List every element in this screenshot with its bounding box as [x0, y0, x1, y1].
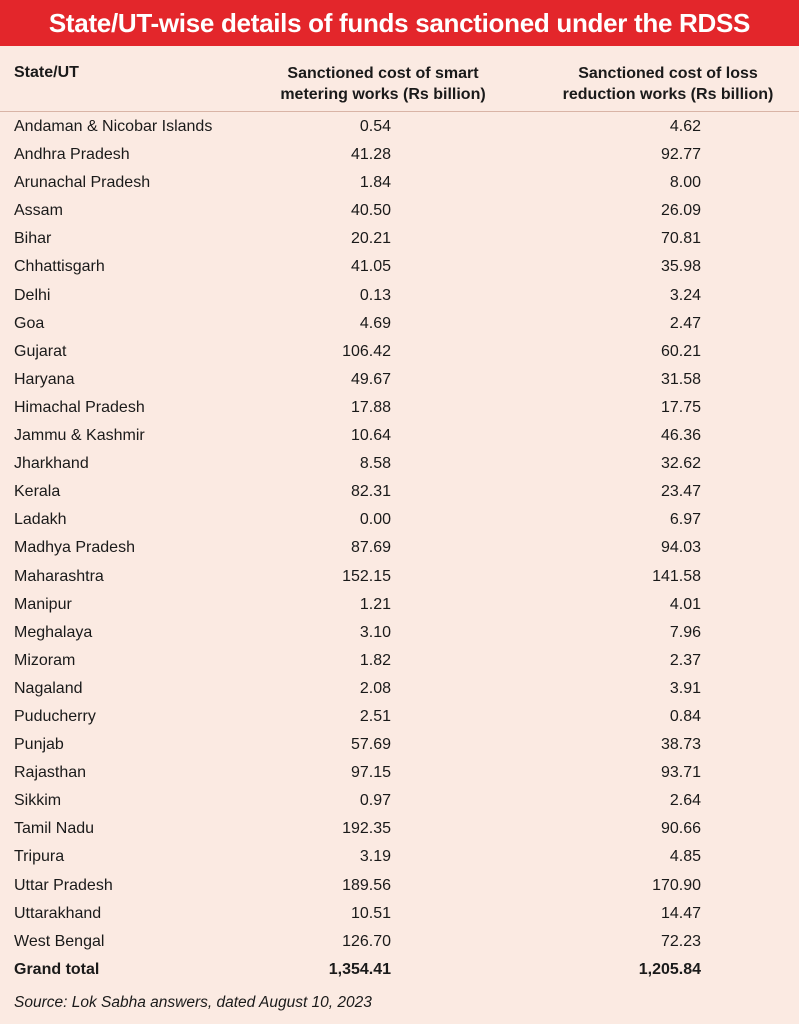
- cell-loss-reduction: 14.47: [660, 904, 701, 922]
- cell-state: Mizoram: [14, 651, 76, 669]
- table-row: [0, 900, 799, 928]
- table-row: [0, 450, 799, 478]
- cell-state: Kerala: [14, 483, 61, 501]
- table-row: [0, 310, 799, 338]
- cell-smart-metering: 192.35: [342, 820, 391, 838]
- table-row: [0, 197, 799, 225]
- grand-total-row: [0, 956, 799, 984]
- cell-smart-metering: 20.21: [350, 230, 391, 248]
- cell-loss-reduction: 94.03: [660, 539, 701, 557]
- cell-loss-reduction: 170.90: [652, 876, 701, 894]
- table-row: [0, 928, 799, 956]
- cell-loss-reduction: 4.62: [669, 118, 701, 135]
- cell-smart-metering: 87.69: [350, 539, 391, 557]
- cell-state: Maharashtra: [14, 567, 104, 585]
- table-row: [0, 872, 799, 900]
- cell-loss-reduction: 3.91: [669, 679, 701, 697]
- cell-smart-metering: 49.67: [350, 370, 391, 388]
- table-row: [0, 675, 799, 703]
- cell-loss-reduction: 60.21: [660, 342, 701, 360]
- cell-state: Jammu & Kashmir: [14, 427, 145, 445]
- cell-smart-metering: 189.56: [342, 876, 391, 894]
- table-row: [0, 534, 799, 562]
- cell-loss-reduction: 4.85: [669, 848, 701, 866]
- cell-loss-reduction: 4.01: [669, 595, 701, 613]
- cell-loss-reduction: 92.77: [660, 146, 701, 164]
- table-row: [0, 225, 799, 253]
- cell-state: Meghalaya: [14, 623, 93, 641]
- cell-loss-reduction: 17.75: [660, 398, 701, 416]
- cell-smart-metering: 41.28: [350, 146, 391, 164]
- table-row: [0, 478, 799, 506]
- column-header-smart-line1: Sanctioned cost of smart: [287, 65, 479, 82]
- cell-loss-reduction: 2.47: [669, 314, 701, 332]
- cell-smart-metering: 97.15: [350, 764, 391, 782]
- cell-smart-metering: 1.82: [359, 651, 391, 669]
- cell-state: West Bengal: [14, 932, 105, 950]
- cell-smart-metering: 57.69: [350, 736, 391, 754]
- cell-smart-metering: 3.10: [359, 623, 391, 641]
- cell-state: Assam: [14, 202, 63, 220]
- cell-smart-metering: 0.13: [359, 286, 391, 304]
- table-row: [0, 815, 799, 843]
- table-row: [0, 282, 799, 310]
- table-row: [0, 843, 799, 871]
- cell-state: Jharkhand: [14, 455, 89, 473]
- table-row: [0, 141, 799, 169]
- cell-smart-metering: 40.50: [350, 202, 391, 220]
- table-row: [0, 169, 799, 197]
- grand-total-loss: 1,205.84: [638, 960, 701, 978]
- cell-state: Tamil Nadu: [14, 820, 95, 838]
- cell-state: Chhattisgarh: [14, 258, 105, 276]
- cell-smart-metering: 17.88: [350, 398, 391, 416]
- table-row: [0, 422, 799, 450]
- cell-loss-reduction: 23.47: [660, 483, 701, 501]
- cell-state: Himachal Pradesh: [14, 398, 145, 416]
- cell-state: Sikkim: [14, 792, 62, 810]
- table-row: [0, 394, 799, 422]
- column-header-loss-line2: reduction works (Rs billion): [562, 86, 774, 103]
- cell-loss-reduction: 31.58: [660, 370, 701, 388]
- cell-loss-reduction: 35.98: [660, 258, 701, 276]
- table-row: [0, 563, 799, 591]
- cell-smart-metering: 152.15: [342, 567, 391, 585]
- cell-smart-metering: 8.58: [359, 455, 391, 473]
- cell-smart-metering: 82.31: [350, 483, 391, 501]
- cell-state: Haryana: [14, 370, 75, 388]
- cell-state: Andaman & Nicobar Islands: [14, 118, 213, 135]
- column-header-state: State/UT: [14, 64, 79, 81]
- cell-state: Punjab: [14, 736, 64, 754]
- cell-smart-metering: 106.42: [342, 342, 391, 360]
- cell-smart-metering: 10.64: [350, 427, 391, 445]
- cell-state: Goa: [14, 314, 45, 332]
- cell-loss-reduction: 93.71: [660, 764, 701, 782]
- table-row: [0, 787, 799, 815]
- cell-smart-metering: 2.51: [359, 707, 391, 725]
- cell-loss-reduction: 7.96: [669, 623, 701, 641]
- cell-loss-reduction: 8.00: [669, 174, 701, 192]
- cell-smart-metering: 0.00: [359, 511, 391, 529]
- table-row: [0, 731, 799, 759]
- cell-state: Rajasthan: [14, 764, 87, 782]
- cell-state: Ladakh: [14, 511, 67, 529]
- cell-state: Uttarakhand: [14, 904, 102, 922]
- table-row: [0, 591, 799, 619]
- cell-smart-metering: 0.97: [359, 792, 391, 810]
- table-row: [0, 647, 799, 675]
- cell-state: Tripura: [14, 848, 65, 866]
- column-header-smart-metering: [268, 63, 498, 105]
- cell-smart-metering: 2.08: [359, 679, 391, 697]
- cell-state: Gujarat: [14, 342, 67, 360]
- cell-loss-reduction: 26.09: [660, 202, 701, 220]
- cell-loss-reduction: 3.24: [669, 286, 701, 304]
- cell-smart-metering: 10.51: [350, 904, 391, 922]
- funds-table: [0, 46, 799, 984]
- cell-smart-metering: 126.70: [342, 932, 391, 950]
- table-header: [0, 46, 799, 112]
- cell-loss-reduction: 70.81: [660, 230, 701, 248]
- cell-state: Puducherry: [14, 707, 96, 725]
- source-note: Source: Lok Sabha answers, dated August 10, 2023: [14, 994, 372, 1011]
- cell-state: Uttar Pradesh: [14, 876, 113, 894]
- grand-total-label: Grand total: [14, 960, 100, 978]
- cell-loss-reduction: 141.58: [652, 567, 701, 585]
- cell-loss-reduction: 6.97: [669, 511, 701, 529]
- table-row: [0, 619, 799, 647]
- cell-state: Manipur: [14, 595, 72, 613]
- table-row: [0, 338, 799, 366]
- cell-state: Nagaland: [14, 679, 83, 697]
- cell-state: Delhi: [14, 286, 51, 304]
- cell-loss-reduction: 0.84: [669, 707, 701, 725]
- table-row: [0, 759, 799, 787]
- column-header-loss-line1: Sanctioned cost of loss: [578, 65, 758, 82]
- table-row: [0, 703, 799, 731]
- cell-smart-metering: 3.19: [359, 848, 391, 866]
- cell-loss-reduction: 90.66: [660, 820, 701, 838]
- table-row: [0, 366, 799, 394]
- cell-smart-metering: 1.84: [359, 174, 391, 192]
- column-header-loss-reduction: [548, 63, 788, 105]
- cell-loss-reduction: 32.62: [660, 455, 701, 473]
- cell-state: Andhra Pradesh: [14, 146, 130, 164]
- column-header-smart-line2: metering works (Rs billion): [280, 86, 486, 103]
- cell-state: Arunachal Pradesh: [14, 174, 151, 192]
- table-body: [0, 112, 799, 956]
- cell-loss-reduction: 38.73: [660, 736, 701, 754]
- cell-loss-reduction: 2.64: [669, 792, 701, 810]
- cell-smart-metering: 4.69: [359, 314, 391, 332]
- cell-loss-reduction: 72.23: [660, 932, 701, 950]
- cell-smart-metering: 41.05: [350, 258, 391, 276]
- cell-state: Madhya Pradesh: [14, 539, 135, 557]
- grand-total-smart: 1,354.41: [328, 960, 391, 978]
- table-title: State/UT-wise details of funds sanctioned under the RDSS: [0, 0, 799, 46]
- cell-state: Bihar: [14, 230, 52, 248]
- cell-loss-reduction: 2.37: [669, 651, 701, 669]
- cell-smart-metering: 1.21: [359, 595, 391, 613]
- table-row: [0, 113, 799, 141]
- table-row: [0, 506, 799, 534]
- table-row: [0, 253, 799, 281]
- cell-smart-metering: 0.54: [359, 118, 391, 135]
- cell-loss-reduction: 46.36: [660, 427, 701, 445]
